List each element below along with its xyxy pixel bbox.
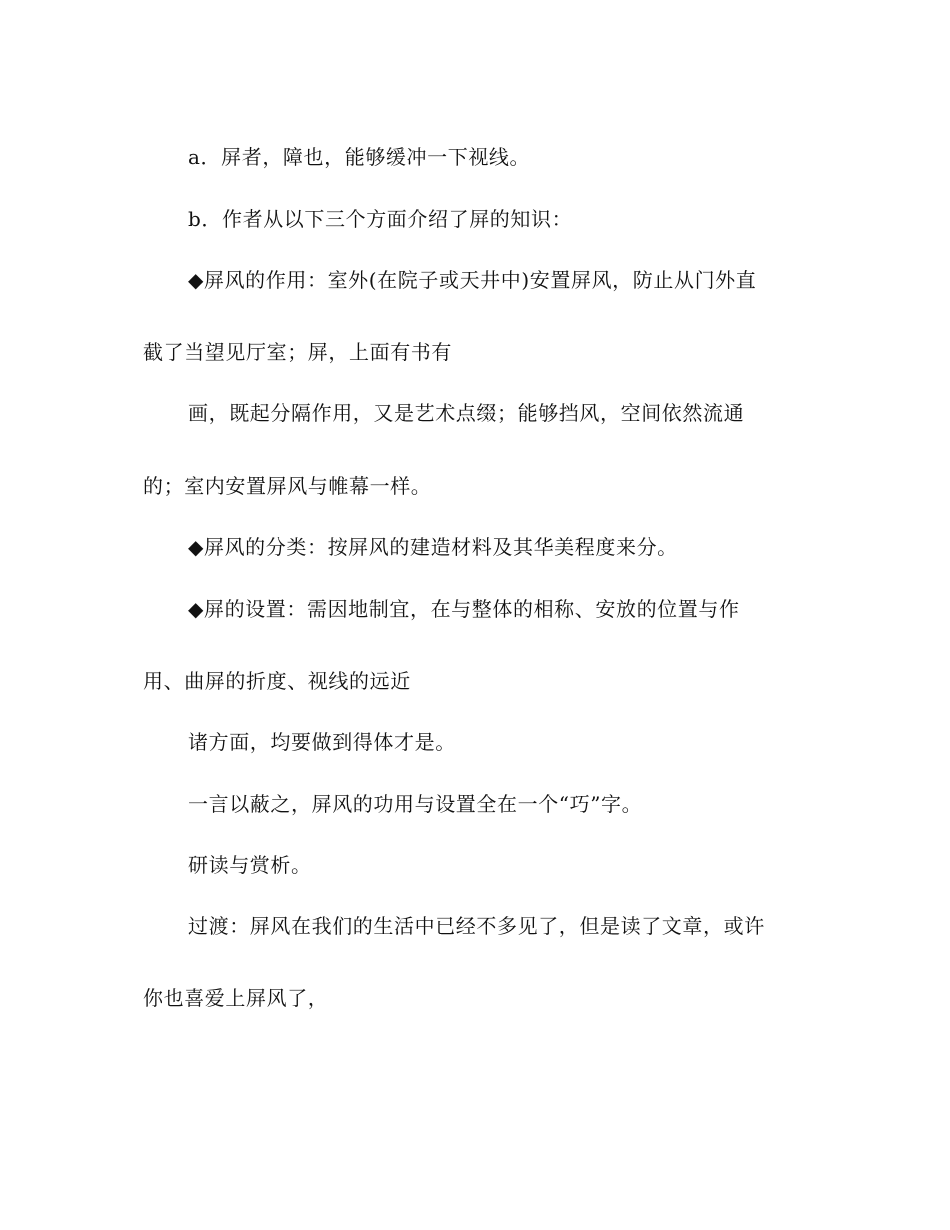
- text-line-b: b．作者从以下三个方面介绍了屏的知识：: [188, 207, 573, 231]
- text-line-transition: 过渡：屏风在我们的生活中已经不多见了，但是读了文章，或许: [188, 914, 765, 938]
- text-line-function: ◆屏风的作用：室外(在院子或天井中)安置屏风，防止从门外直: [188, 268, 757, 292]
- text-line-setting-cont-2: 诸方面，均要做到得体才是。: [188, 730, 456, 754]
- text-line-a: a．屏者，障也，能够缓冲一下视线。: [188, 145, 531, 169]
- text-line-summary: 一言以蔽之，屏风的功用与设置全在一个“巧”字。: [188, 792, 643, 816]
- text-line-setting: ◆屏的设置：需因地制宜，在与整体的相称、安放的位置与作: [188, 597, 740, 621]
- text-line-function-cont-2: 画，既起分隔作用，又是艺术点缀；能够挡风，空间依然流通: [188, 401, 745, 425]
- text-line-category: ◆屏风的分类：按屏风的建造材料及其华美程度来分。: [188, 535, 678, 559]
- text-line-function-cont-3: 的；室内安置屏风与帷幕一样。: [143, 474, 432, 498]
- text-line-study: 研读与赏析。: [188, 853, 312, 877]
- text-line-transition-cont: 你也喜爱上屏风了，: [143, 986, 329, 1010]
- text-line-function-cont-1: 截了当望见厅室；屏，上面有书有: [143, 340, 452, 364]
- text-line-setting-cont-1: 用、曲屏的折度、视线的远近: [143, 669, 411, 693]
